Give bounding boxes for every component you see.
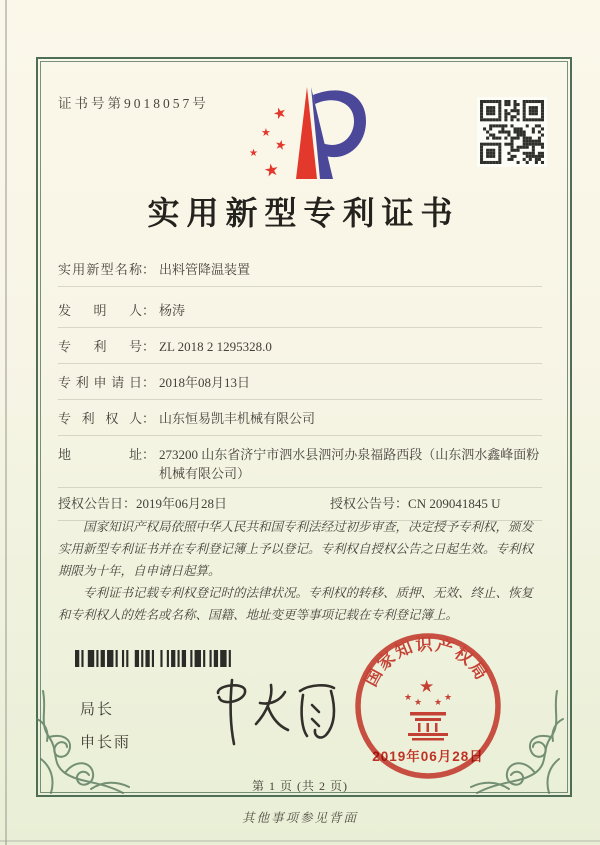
field-value: ZL 2018 2 1295328.0 — [159, 339, 272, 354]
legal-paragraph-1: 国家知识产权局依照中华人民共和国专利法经过初步审查，决定授予专利权，颁发实用新型专利证书并在专利登记簿上予以登记。专利权自授权公告之日起生效。专利权期限为十年，自申请日起算。 — [58, 520, 534, 578]
qr-code — [477, 97, 547, 167]
field-inventor — [58, 301, 542, 328]
star-icon: ★ — [414, 697, 423, 707]
field-colon: ： — [395, 496, 409, 511]
grant-date-label: 授权公告日 — [58, 496, 124, 511]
field-patent-number — [58, 337, 542, 364]
grant-no-value: CN 209041845 U — [408, 496, 501, 511]
grant-date-pair — [58, 494, 330, 514]
field-value: 山东恒易凯丰机械有限公司 — [159, 411, 316, 426]
star-icon: ★ — [261, 127, 271, 139]
star-icon: ★ — [273, 136, 288, 154]
grant-no-pair — [330, 494, 500, 514]
field-patentee — [58, 409, 542, 436]
legal-paragraphs — [58, 516, 544, 626]
director-title: 局长 — [80, 702, 115, 718]
field-utility-model-name — [58, 260, 542, 287]
seal-arc-text: 国家知识产权局 — [361, 634, 492, 690]
star-icon: ★ — [271, 104, 290, 124]
barcode — [75, 650, 233, 667]
field-colon: ： — [142, 339, 156, 354]
field-label: 专利权人 — [58, 411, 142, 426]
scan-page-edge-bottom — [0, 840, 600, 842]
field-value: 出料管降温装置 — [159, 262, 251, 277]
certificate-fields — [58, 260, 542, 530]
field-label: 地址 — [58, 447, 142, 462]
director-signature — [208, 676, 346, 750]
field-value: 2018年08月13日 — [159, 375, 251, 390]
back-note: 其他事项参见背面 — [241, 811, 358, 825]
seal-date: 2019年06月28日 — [372, 749, 484, 764]
star-icon: ★ — [262, 159, 281, 181]
national-emblem-icon — [404, 677, 452, 741]
star-icon: ★ — [249, 148, 258, 159]
field-value: 杨涛 — [159, 303, 186, 318]
field-label: 专利号 — [58, 339, 142, 354]
grant-date-value: 2019年06月28日 — [136, 496, 228, 511]
star-icon: ★ — [419, 677, 435, 696]
page-indicator: 第 1 页 (共 2 页) — [252, 779, 348, 793]
field-label: 实用新型名称 — [58, 262, 142, 277]
star-icon: ★ — [404, 692, 413, 702]
field-colon: ： — [142, 447, 156, 462]
certificate-number: 证书号第9018057号 — [58, 96, 209, 111]
field-colon: ： — [142, 303, 156, 318]
field-filing-date — [58, 373, 542, 400]
field-address — [58, 445, 542, 488]
star-icon: ★ — [444, 692, 453, 702]
certificate-title: 实用新型专利证书 — [147, 195, 460, 231]
field-label: 发明人 — [58, 303, 142, 318]
scan-page-edge — [5, 0, 7, 845]
field-colon: ： — [142, 262, 156, 277]
cnipa-logo — [243, 82, 369, 186]
legal-paragraph-2: 专利证书记载专利权登记时的法律状况。专利权的转移、质押、无效、终止、恢复和专利权人的姓名或名称、国籍、地址变更等事项记载在专利登记簿上。 — [58, 586, 534, 622]
grant-no-label: 授权公告号 — [330, 496, 396, 511]
field-colon: ： — [142, 375, 156, 390]
star-icon: ★ — [434, 697, 443, 707]
field-label: 专利申请日 — [58, 375, 142, 390]
field-colon: ： — [142, 411, 156, 426]
field-colon: ： — [123, 496, 137, 511]
director-name: 申长雨 — [80, 735, 132, 751]
field-value: 273200 山东省济宁市泗水县泗河办泉福路西段（山东泗水鑫峰面粉机械有限公司） — [159, 447, 540, 481]
